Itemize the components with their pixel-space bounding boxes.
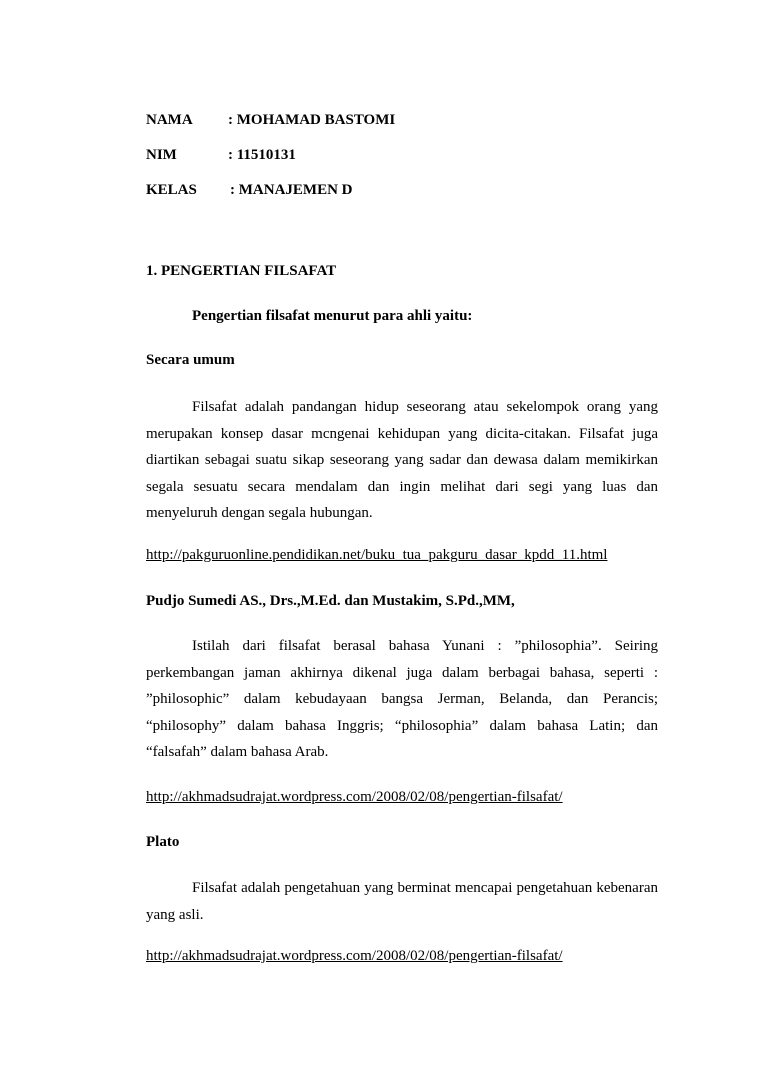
nim-value: : 11510131: [228, 147, 296, 163]
entry-paragraph: Filsafat adalah pengetahuan yang berminat mencapai pengetahuan kebenaran yang asli.: [146, 880, 658, 923]
nim-label: NIM: [146, 147, 177, 163]
entry-title: Secara umum: [146, 352, 235, 368]
entry-paragraph: Filsafat adalah pandangan hidup seseorang atau sekelompok orang yang merupakan konsep dasar mcngenai kehidupan yang dicita-citakan. Filsafat juga diartikan sebagai suatu sikap seseorang yang sadar dan dewasa dalam memikirkan segala sesuatu secara mendalam dan ingin melihat dari segi yang luas dan menyeluruh dengan segala hubungan.: [146, 399, 658, 521]
entry-paragraph: Istilah dari filsafat berasal bahasa Yunani : ”philosophia”. Seiring perkembangan jaman akhirnya dikenal juga dalam berbagai bahasa, seperti : ”philosophic” dalam kebudayaan bangsa Jerman, Belanda, dan Perancis; “philosophy” dalam bahasa Inggris; “philosophia” dalam bahasa Latin; dan “falsafah” dalam bahasa Arab.: [146, 638, 658, 760]
source-link[interactable]: http://pakguruonline.pendidikan.net/buku_tua_pakguru_dasar_kpdd_11.html: [146, 547, 608, 563]
section-intro: Pengertian filsafat menurut para ahli yaitu:: [192, 308, 473, 324]
class-label: KELAS: [146, 182, 197, 198]
name-label: NAMA: [146, 112, 193, 128]
entry-title: Plato: [146, 834, 180, 850]
source-link[interactable]: http://akhmadsudrajat.wordpress.com/2008/02/08/pengertian-filsafat/: [146, 789, 563, 805]
section-heading: 1. PENGERTIAN FILSAFAT: [146, 263, 337, 279]
entry-title: Pudjo Sumedi AS., Drs.,M.Ed. dan Mustakim, S.Pd.,MM,: [146, 593, 515, 609]
source-link[interactable]: http://akhmadsudrajat.wordpress.com/2008/02/08/pengertian-filsafat/: [146, 948, 563, 964]
class-value: : MANAJEMEN D: [230, 182, 353, 198]
name-value: : MOHAMAD BASTOMI: [228, 112, 396, 128]
